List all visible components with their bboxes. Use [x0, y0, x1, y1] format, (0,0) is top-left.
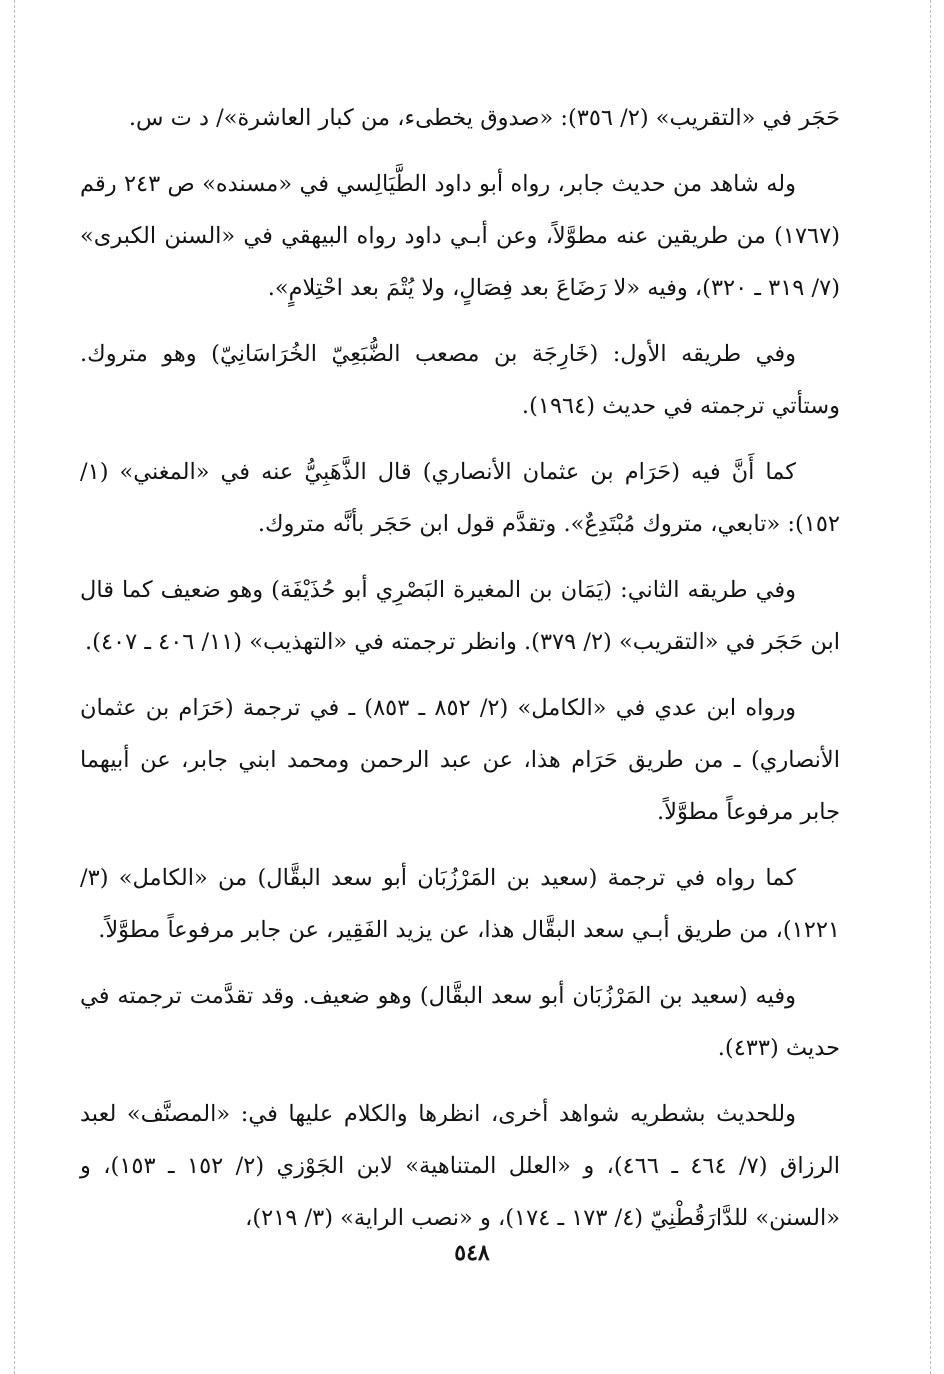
paragraph: كما أَنَّ فيه (حَرَام بن عثمان الأنصاري) قال الذَّهَبِيُّ عنه في «المغني» (١/ ١٥٢): «تابعي، متروك مُبْتَدِعٌ». وتقدَّم قول ابن حَجَر بأنَّه متروك. [80, 459, 840, 537]
paragraph: حَجَر في «التقريب» (٢/ ٣٥٦): «صدوق يخطىء، من كبار العاشرة»/ د ت س. [128, 105, 840, 131]
paragraph: ورواه ابن عدي في «الكامل» (٢/ ٨٥٢ ـ ٨٥٣) ـ في ترجمة (حَرَام بن عثمان الأنصاري) ـ من طريق حَرَام هذا، عن عبد الرحمن ومحمد ابني جابر، عن أبيهما جابر مرفوعاً مطوَّلاً. [80, 695, 840, 825]
paragraph: وله شاهد من حديث جابر، رواه أبو داود الطَّيَالِسي في «مسنده» ص ٢٤٣ رقم (١٧٦٧) من طريقين عنه مطوَّلاً، وعن أبـي داود رواه البيهقي في «السنن الكبرى» (٧/ ٣١٩ ـ ٣٢٠)، وفيه «لا رَضَاعَ بعد فِصَالٍ، ولا يُتْمَ بعد احْتِلامٍ». [80, 171, 840, 301]
paragraph: وفيه (سعيد بن المَرْزُبَان أبو سعد البقَّال) وهو ضعيف. وقد تقدَّمت ترجمته في حديث (٤٣٣). [80, 983, 840, 1061]
paragraph: كما رواه في ترجمة (سعيد بن المَرْزُبَان أبو سعد البقَّال) من «الكامل» (٣/ ١٢٢١)، من طريق أبـي سعد البقَّال هذا، عن يزيد الفَقِير، عن جابر مرفوعاً مطوَّلاً. [80, 865, 840, 943]
page-number: ٥٤٨ [454, 1240, 490, 1266]
body-text [80, 92, 840, 1258]
paragraph: وفي طريقه الأول: (خَارِجَة بن مصعب الضُّبَعِيّ الخُرَاسَانِيّ) وهو متروك. وستأتي ترجمته في حديث (١٩٦٤). [80, 341, 840, 419]
paragraph: وللحديث بشطريه شواهد أخرى، انظرها والكلام عليها في: «المصنَّف» لعبد الرزاق (٧/ ٤٦٤ ـ ٤٦٦)، و «العلل المتناهية» لابن الجَوْزي (٢/ ١٥٢ ـ ١٥٣)، و «السنن» للدَّارَقُطْنِيّ (٤/ ١٧٣ ـ ١٧٤)، و «نصب الراية» (٣/ ٢١٩)، [80, 1101, 840, 1231]
scan-margin-left [14, 0, 15, 1374]
paragraph: وفي طريقه الثاني: (يَمَان بن المغيرة البَصْرِي أبو حُذَيْفَة) وهو ضعيف كما قال ابن حَجَر في «التقريب» (٢/ ٣٧٩). وانظر ترجمته في «التهذيب» (١١/ ٤٠٦ ـ ٤٠٧). [80, 577, 840, 655]
scan-margin-right [930, 0, 931, 1374]
